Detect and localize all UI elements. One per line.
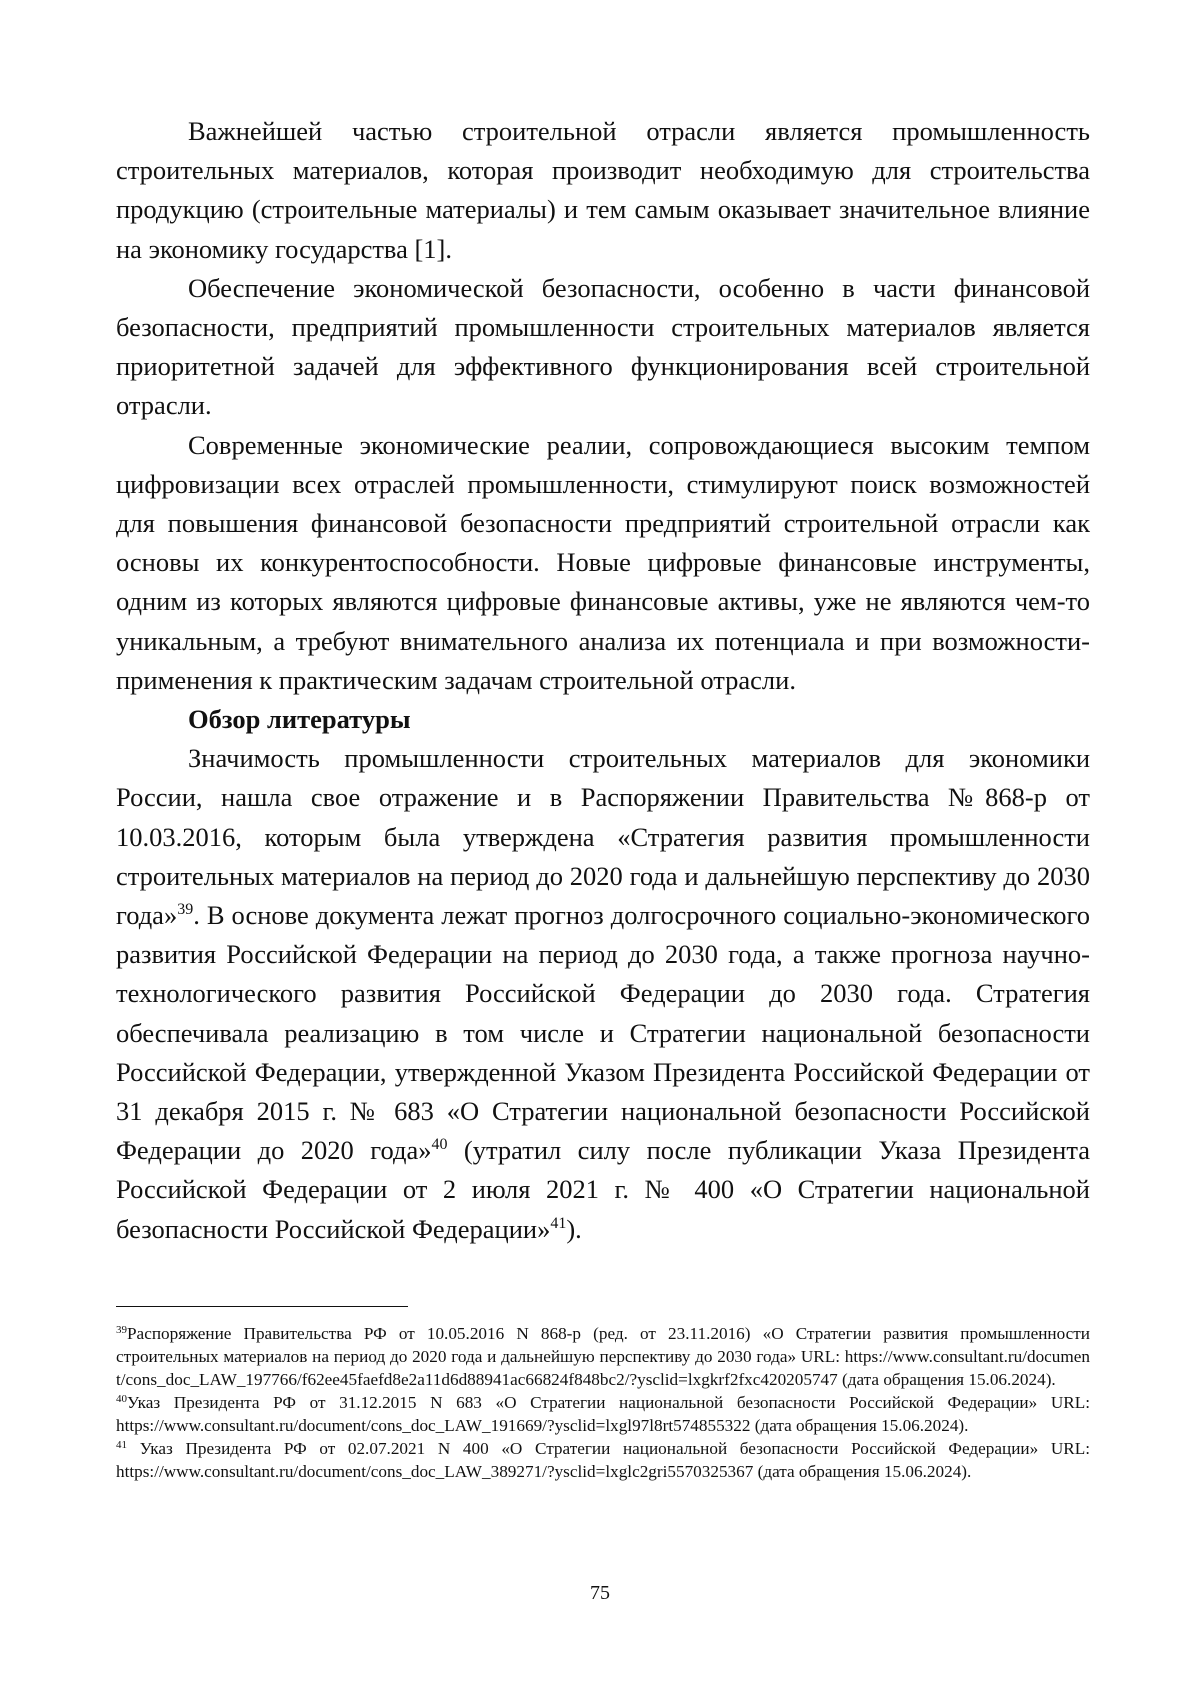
paragraph-strategy-text-3: (утратил силу после публикации Указа Президента Российской Федерации от 2 июля 2021 г. № 400 «О Стратегии национальной безопасности Российской Федерации»: [116, 1135, 1090, 1244]
footnote-41: [116, 1437, 1090, 1483]
paragraph-strategy-text-4: ).: [566, 1213, 582, 1244]
footnote-ref-41[interactable]: 41: [550, 1214, 567, 1232]
footnote-separator: [116, 1306, 408, 1307]
footnote-mark-41: 41: [116, 1439, 127, 1451]
footnote-mark-39: 39: [116, 1324, 127, 1336]
footnote-ref-40[interactable]: 40: [431, 1136, 448, 1154]
footnotes: [116, 1322, 1090, 1483]
paragraph-economic-security: Обеспечение экономической безопасности, особенно в части финансовой безопасности, предприятий промышленности строительных материалов является приоритетной задачей для эффективного функционирования всей строительной отрасли.: [116, 272, 1090, 421]
section-heading-literature-review: Обзор литературы: [188, 704, 411, 735]
footnote-mark-40: 40: [116, 1393, 127, 1405]
paragraph-strategy-text-1: Значимость промышленности строительных материалов для экономики России, нашла свое отражение и в Распоряжении Правительства №868-р от 10.03.2016, которым была утверждена «Стратегия развития промышленности строительных материалов на период до 2020 года и дальнейшую перспективу до 2030 года»: [116, 743, 1090, 931]
footnote-39-text: Распоряжение Правительства РФ от 10.05.2016 N 868-р (ред. от 23.11.2016) «О Стратегии развития промышленности строительных материалов на период до 2020 года и дальнейшую перспективу до 2030 года» URL:: [116, 1324, 1090, 1366]
footnote-ref-39[interactable]: 39: [177, 901, 194, 919]
page-number: 75: [590, 1582, 610, 1604]
paragraph-construction-industry: Важнейшей частью строительной отрасли является промышленность строительных материалов, которая производит необходимую для строительства продукцию (строительные материалы) и тем самым оказывает значительное влияние на экономику государства [1].: [116, 116, 1090, 264]
footnote-39-date: (дата обращения 15.06.2024).: [837, 1370, 1056, 1389]
footnote-40-text: Указ Президента РФ от 31.12.2015 N 683 «О Стратегии национальной безопасности Российской Федерации» URL: https://www.consultant.ru/document/cons_doc_LAW_191669/?ysclid=lxgl97l8rt574855322 (дата обращения 15.06.2024).: [116, 1393, 1090, 1435]
paragraph-strategy-text-2: . В основе документа лежат прогноз долгосрочного социально-экономического развития Российской Федерации на период до 2030 года, а также прогноза научно-технологического развития Российской Федерации до 2030 года. Стратегия обеспечивала реализацию в том числе и Стратегии национальной безопасности Российской Федерации, утвержденной Указом Президента Российской Федерации от 31 декабря 2015 г. № 683 «О Стратегии национальной безопасности Российской Федерации до 2020 года»: [116, 900, 1090, 1166]
footnote-41-text: Указ Президента РФ от 02.07.2021 N 400 «О Стратегии национальной безопасности Российской Федерации» URL: https://www.consultant.ru/document/cons_doc_LAW_389271/?ysclid=lxglc2gri5570325367 (дата обращения 15.06.2024).: [116, 1439, 1090, 1481]
footnote-39: [116, 1322, 1090, 1391]
paragraph-digitalization: Современные экономические реалии, сопровождающиеся высоким темпом цифровизации всех отраслей промышленности, стимулируют поиск возможностей для повышения финансовой безопасности предприятий строительной отрасли как основы их конкурентоспособности. Новые цифровые финансовые инструменты, одним из которых являются цифровые финансовые активы, уже не являются чем-то уникальным, а требуют внимательного анализа их потенциала и при возможности- применения к практическим задачам строительной отрасли.: [116, 429, 1090, 695]
footnote-40: [116, 1391, 1090, 1437]
footnote-39-link[interactable]: https://www.consultant.ru/document/cons_doc_LAW_197766/f62ee45faefd8e2a11d6d88941ac66824f848bc2/?ysclid=lxgkrf2fxc420205747: [116, 1347, 1090, 1389]
page-body: [116, 112, 1090, 1249]
paragraph-strategy: [116, 739, 1090, 1249]
